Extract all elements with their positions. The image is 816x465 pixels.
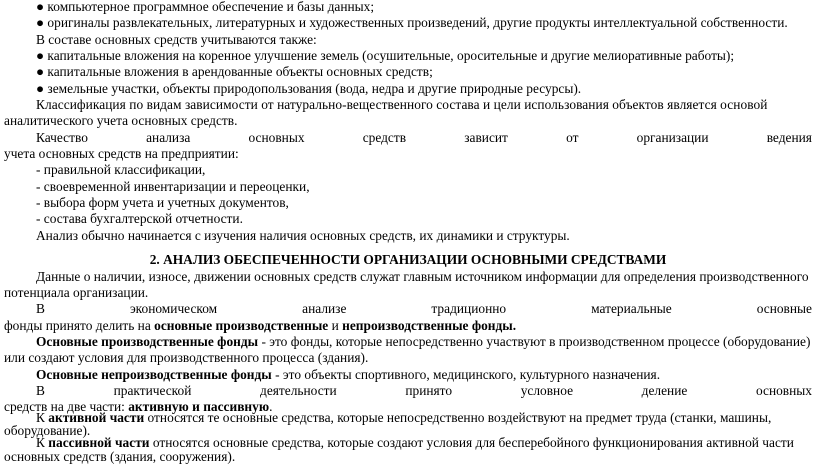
- word: В: [36, 383, 45, 398]
- word: принято: [405, 383, 453, 398]
- word: анализа: [146, 130, 191, 145]
- paragraph-economic-analysis-cont: [0, 317, 816, 334]
- word: практической: [113, 383, 192, 398]
- word: В: [36, 301, 45, 316]
- word: экономическом: [129, 301, 218, 316]
- paragraph-data-sources-cont: потенциала организации.: [4, 285, 149, 300]
- text-run: относятся основные средства, которые создают условия для бесперебойного функционирования активной части: [149, 435, 794, 450]
- bold-term: основные производственные: [154, 318, 329, 333]
- paragraph-production-funds: [0, 333, 816, 350]
- word: основные: [756, 301, 812, 316]
- bold-term: Основные производственные фонды: [36, 334, 259, 349]
- text-run: .: [269, 399, 273, 414]
- text-run: К: [36, 435, 49, 450]
- word: ведения: [766, 130, 812, 145]
- word: деление: [641, 383, 688, 398]
- word: зависит: [464, 130, 508, 145]
- word: деятельности: [260, 383, 337, 398]
- section-heading: 2. АНАЛИЗ ОБЕСПЕЧЕННОСТИ ОРГАНИЗАЦИИ ОСНОВНЫМИ СРЕДСТВАМИ: [149, 252, 667, 267]
- text-run: - это объекты спортивного, медицинского, культурного назначения.: [271, 367, 661, 382]
- list-item-forms: - выбора форм учета и учетных документов,: [36, 195, 289, 210]
- text-run: средств на две части:: [4, 399, 129, 414]
- bold-term: активную и пассивную: [128, 399, 270, 414]
- word: основных: [248, 130, 305, 145]
- paragraph-passive-part-cont: основных средств (здания, сооружения).: [4, 449, 236, 464]
- word: анализе: [302, 301, 347, 316]
- paragraph-production-funds-cont: или создают условия для производственного процесса (здания).: [4, 350, 369, 365]
- text-run: и: [328, 318, 343, 333]
- text-run: фонды принято делить на: [4, 318, 155, 333]
- paragraph-analysis-start: Анализ обычно начинается с изучения наличия основных средств, их динамики и структуры.: [36, 228, 570, 243]
- text-run: К: [36, 410, 49, 425]
- word: средств: [362, 130, 407, 145]
- word: от: [566, 130, 579, 145]
- paragraph-economic-analysis: [0, 300, 816, 317]
- bullet-land-plots: ● земельные участки, объекты природопользования (вода, недра и другие природные ресурсы).: [36, 81, 582, 96]
- paragraph-classification-cont: аналитического учета основных средств.: [4, 113, 238, 128]
- list-item-inventory: - своевременной инвентаризации и переоценки,: [36, 179, 310, 194]
- paragraph-nonproduction-funds: [0, 366, 816, 383]
- paragraph-practice: [0, 382, 816, 399]
- paragraph-classification: Классификация по видам зависимости от натурально-вещественного состава и цели использования объектов является основой: [36, 97, 768, 112]
- bold-term: активной части: [48, 410, 145, 425]
- bold-term: непроизводственные фонды.: [342, 318, 517, 333]
- paragraph-quality-cont: учета основных средств на предприятии:: [4, 146, 239, 161]
- word: организации: [636, 130, 709, 145]
- paragraph-also-included: В составе основных средств учитываются также:: [36, 32, 317, 47]
- word: Качество: [36, 130, 88, 145]
- word: традиционно: [431, 301, 507, 316]
- bullet-software: ● компьютерное программное обеспечение и базы данных;: [36, 0, 375, 14]
- paragraph-data-sources: Данные о наличии, износе, движении основных средств служат главным источником информации для определения производственного: [36, 269, 809, 284]
- text-run: - это фонды, которые непосредственно участвуют в производственном процессе (оборудование): [258, 334, 811, 349]
- bold-term: Основные непроизводственные фонды: [36, 367, 272, 382]
- bullet-land-improvement: ● капитальные вложения на коренное улучшение земель (осушительные, оросительные и другие мелиоративные работы);: [36, 48, 735, 63]
- bullet-originals: ● оригиналы развлекательных, литературных и художественных произведений, другие продукты интеллектуальной собственности.: [36, 15, 788, 30]
- list-item-reporting: - состава бухгалтерской отчетности.: [36, 211, 243, 226]
- bold-term: пассивной части: [48, 435, 150, 450]
- bullet-leased-objects: ● капитальные вложения в арендованные объекты основных средств;: [36, 64, 433, 79]
- word: условное: [520, 383, 574, 398]
- word: основных: [755, 383, 812, 398]
- word: материальные: [591, 301, 672, 316]
- text-run: относятся те основные средства, которые непосредственно воздействуют на предмет труда (станки, машины,: [144, 410, 772, 425]
- paragraph-active-part-cont: оборудование).: [4, 423, 91, 438]
- list-item-classification: - правильной классификации,: [36, 162, 206, 177]
- paragraph-quality: [0, 129, 816, 146]
